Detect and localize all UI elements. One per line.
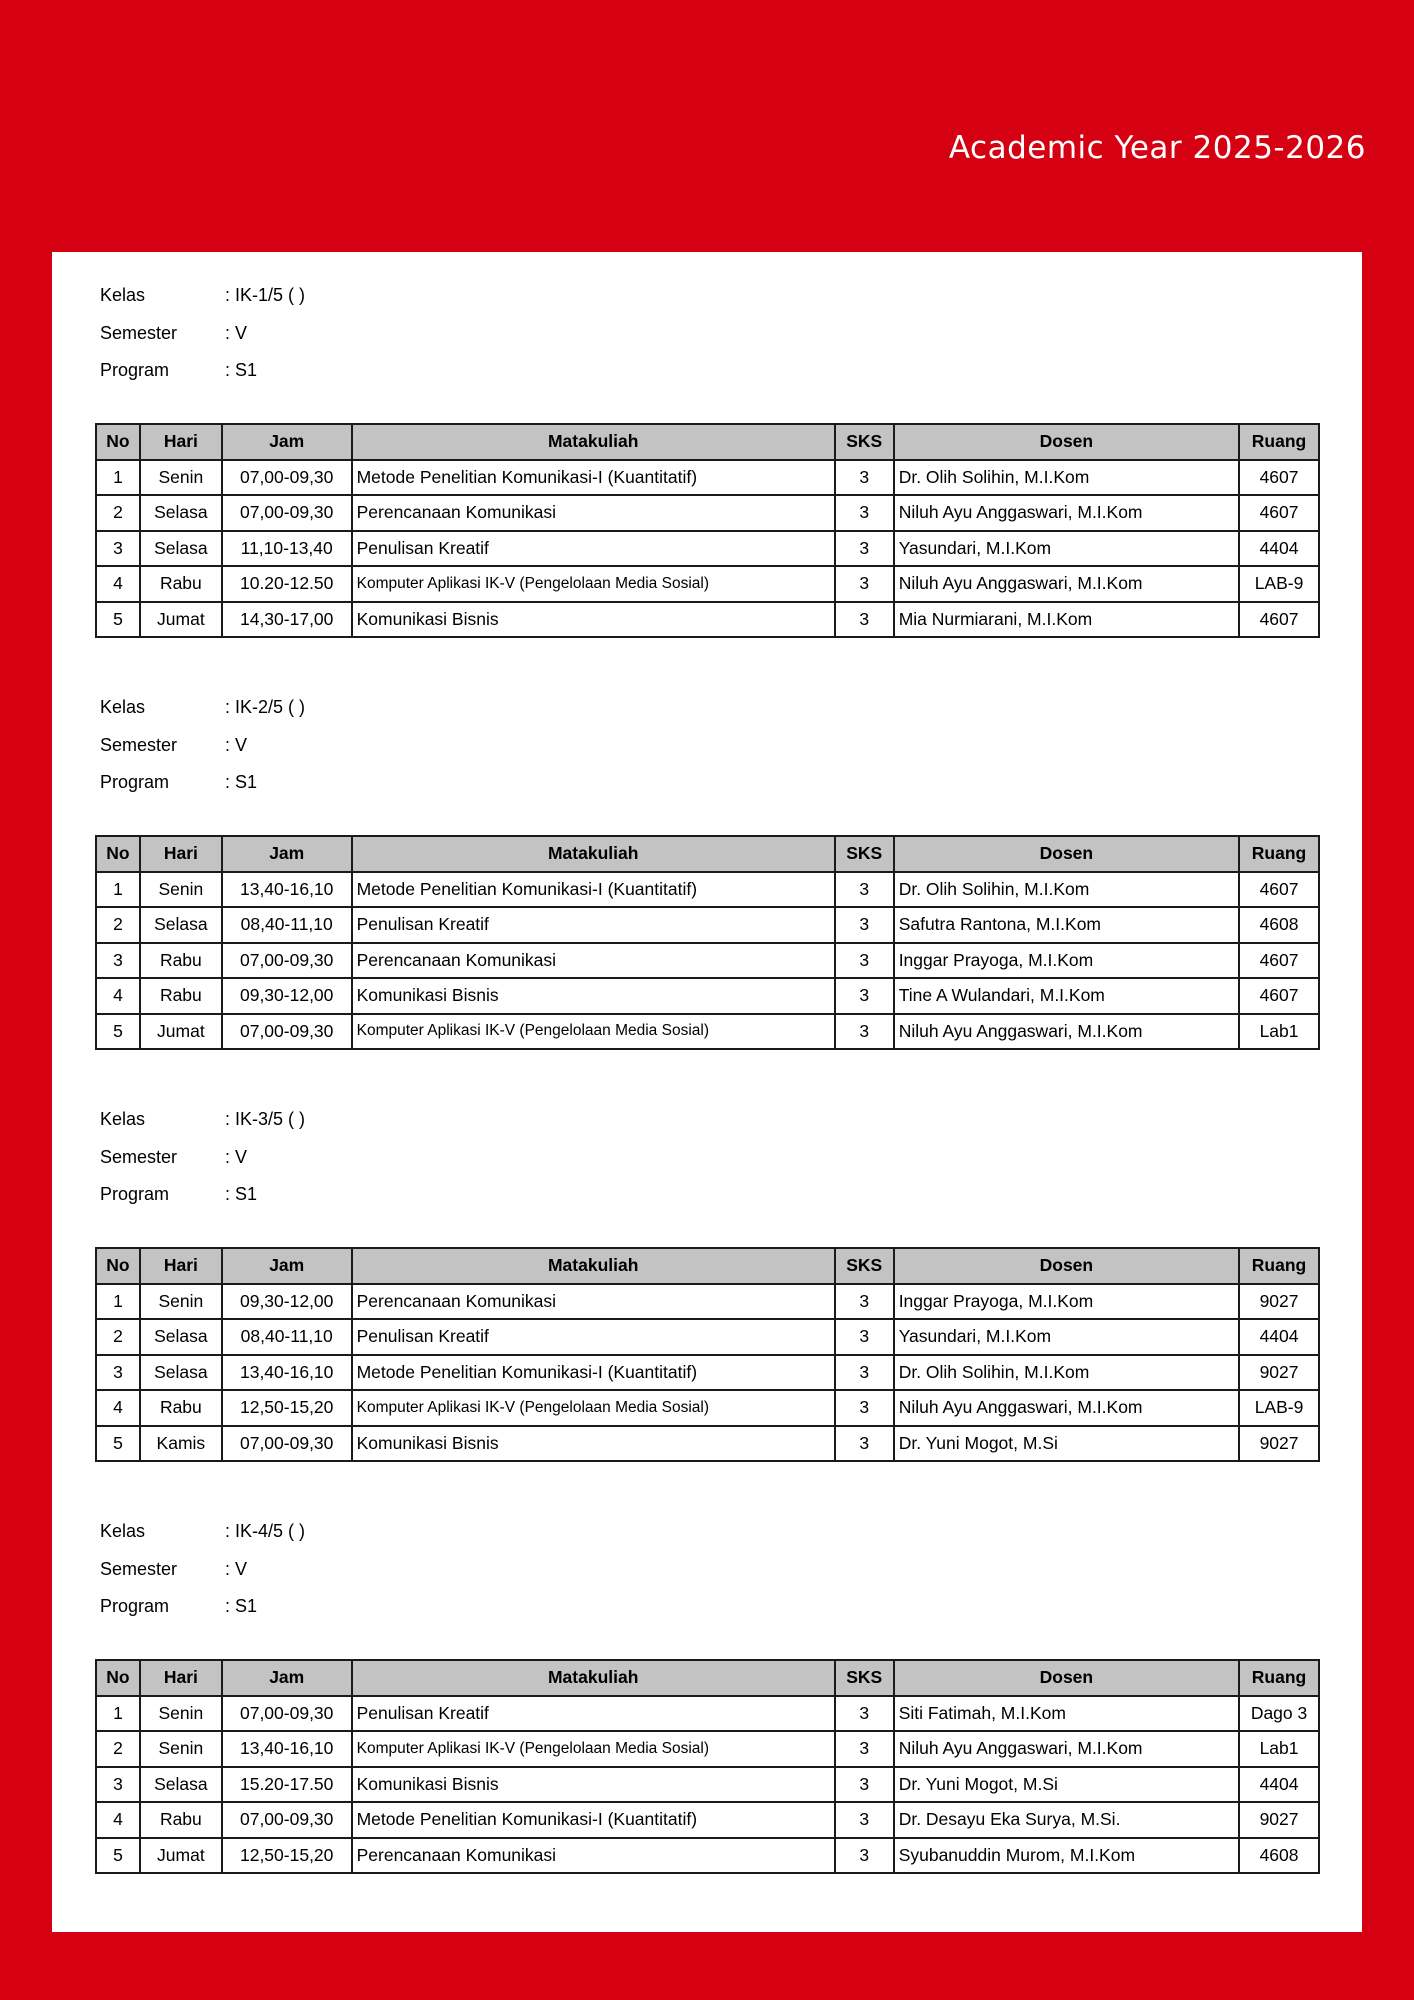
schedule-table: [95, 1659, 1320, 1874]
column-header-hari: Hari: [140, 836, 222, 872]
cell-no: 2: [96, 1319, 140, 1355]
cell-jam: 11,10-13,40: [222, 531, 352, 567]
cell-hari: Senin: [140, 872, 222, 908]
cell-sks: 3: [835, 566, 894, 602]
cell-sks: 3: [835, 531, 894, 567]
table-row: [96, 531, 1319, 567]
cell-dosen: Dr. Olih Solihin, M.I.Kom: [894, 872, 1239, 908]
cell-hari: Senin: [140, 1731, 222, 1767]
cell-ruang: 9027: [1239, 1426, 1319, 1462]
cell-dosen: Yasundari, M.I.Kom: [894, 1319, 1239, 1355]
kelas-label: Kelas: [100, 285, 146, 305]
cell-dosen: Mia Nurmiarani, M.I.Kom: [894, 602, 1239, 638]
cell-sks: 3: [835, 978, 894, 1014]
table-row: [96, 1284, 1319, 1320]
cell-hari: Jumat: [140, 1014, 222, 1050]
program-label: Program: [100, 1596, 170, 1616]
cell-jam: 07,00-09,30: [222, 943, 352, 979]
cell-matakuliah: Metode Penelitian Komunikasi-I (Kuantitatif): [352, 460, 835, 496]
cell-hari: Selasa: [140, 1767, 222, 1803]
cell-no: 5: [96, 1014, 140, 1050]
cell-jam: 10.20-12.50: [222, 566, 352, 602]
cell-no: 5: [96, 1426, 140, 1462]
cell-no: 3: [96, 943, 140, 979]
cell-sks: 3: [835, 1426, 894, 1462]
cell-matakuliah: Penulisan Kreatif: [352, 1319, 835, 1355]
cell-dosen: Niluh Ayu Anggaswari, M.I.Kom: [894, 1390, 1239, 1426]
semester-label: Semester: [100, 1558, 178, 1579]
cell-jam: 09,30-12,00: [222, 1284, 352, 1320]
cell-hari: Jumat: [140, 602, 222, 638]
cell-dosen: Dr. Olih Solihin, M.I.Kom: [894, 1355, 1239, 1391]
kelas-row: [100, 277, 305, 315]
table-header-row: [96, 1660, 1319, 1696]
cell-hari: Rabu: [140, 1802, 222, 1838]
cell-hari: Selasa: [140, 1355, 222, 1391]
column-header-no: No: [96, 1248, 140, 1284]
cell-jam: 13,40-16,10: [222, 1731, 352, 1767]
cell-dosen: Niluh Ayu Anggaswari, M.I.Kom: [894, 1731, 1239, 1767]
schedule-table: [95, 835, 1320, 1050]
kelas-row: [100, 689, 305, 727]
table-header-row: [96, 1248, 1319, 1284]
cell-hari: Senin: [140, 1284, 222, 1320]
cell-hari: Rabu: [140, 978, 222, 1014]
cell-matakuliah: Perencanaan Komunikasi: [352, 943, 835, 979]
class-info: [100, 1513, 305, 1626]
cell-sks: 3: [835, 907, 894, 943]
cell-ruang: Lab1: [1239, 1014, 1319, 1050]
column-header-jam: Jam: [222, 1248, 352, 1284]
cell-hari: Senin: [140, 460, 222, 496]
column-header-ruang: Ruang: [1239, 1660, 1319, 1696]
column-header-dosen: Dosen: [894, 1660, 1239, 1696]
column-header-matakuliah: Matakuliah: [352, 1660, 835, 1696]
kelas-label: Kelas: [100, 697, 146, 717]
kelas-label: Kelas: [100, 1109, 146, 1129]
table-header-row: [96, 424, 1319, 460]
cell-ruang: LAB-9: [1239, 566, 1319, 602]
cell-hari: Selasa: [140, 1319, 222, 1355]
cell-sks: 3: [835, 1731, 894, 1767]
cell-sks: 3: [835, 1390, 894, 1426]
program-row: [100, 1176, 305, 1214]
table-row: [96, 566, 1319, 602]
cell-matakuliah: Penulisan Kreatif: [352, 531, 835, 567]
table-row: [96, 872, 1319, 908]
semester-row: [100, 1551, 305, 1589]
cell-dosen: Safutra Rantona, M.I.Kom: [894, 907, 1239, 943]
cell-jam: 07,00-09,30: [222, 1802, 352, 1838]
cell-jam: 13,40-16,10: [222, 872, 352, 908]
table-row: [96, 943, 1319, 979]
cell-no: 2: [96, 1731, 140, 1767]
cell-no: 1: [96, 460, 140, 496]
cell-matakuliah: Komunikasi Bisnis: [352, 1426, 835, 1462]
cell-sks: 3: [835, 1014, 894, 1050]
program-value: : S1: [225, 360, 258, 380]
semester-label: Semester: [100, 1146, 178, 1167]
column-header-hari: Hari: [140, 1660, 222, 1696]
cell-matakuliah: Penulisan Kreatif: [352, 907, 835, 943]
program-label: Program: [100, 772, 170, 792]
cell-ruang: 4608: [1239, 907, 1319, 943]
cell-ruang: 4607: [1239, 602, 1319, 638]
column-header-hari: Hari: [140, 1248, 222, 1284]
cell-dosen: Dr. Olih Solihin, M.I.Kom: [894, 460, 1239, 496]
cell-jam: 12,50-15,20: [222, 1838, 352, 1874]
program-row: [100, 1588, 305, 1626]
cell-no: 4: [96, 978, 140, 1014]
column-header-dosen: Dosen: [894, 836, 1239, 872]
semester-row: [100, 315, 305, 353]
cell-hari: Rabu: [140, 1390, 222, 1426]
program-value: : S1: [225, 1184, 258, 1204]
cell-matakuliah: Perencanaan Komunikasi: [352, 1284, 835, 1320]
cell-jam: 07,00-09,30: [222, 1696, 352, 1732]
semester-value: : V: [225, 1146, 248, 1167]
column-header-sks: SKS: [835, 424, 894, 460]
table-row: [96, 1319, 1319, 1355]
cell-sks: 3: [835, 1355, 894, 1391]
cell-no: 1: [96, 1284, 140, 1320]
cell-sks: 3: [835, 943, 894, 979]
cell-no: 2: [96, 495, 140, 531]
cell-matakuliah: Metode Penelitian Komunikasi-I (Kuantitatif): [352, 1355, 835, 1391]
column-header-dosen: Dosen: [894, 424, 1239, 460]
cell-hari: Selasa: [140, 907, 222, 943]
column-header-ruang: Ruang: [1239, 1248, 1319, 1284]
cell-sks: 3: [835, 1319, 894, 1355]
cell-jam: 07,00-09,30: [222, 1426, 352, 1462]
table-row: [96, 907, 1319, 943]
semester-value: : V: [225, 734, 248, 755]
cell-matakuliah: Metode Penelitian Komunikasi-I (Kuantitatif): [352, 872, 835, 908]
cell-no: 5: [96, 602, 140, 638]
cell-no: 3: [96, 1355, 140, 1391]
cell-jam: 07,00-09,30: [222, 495, 352, 531]
column-header-matakuliah: Matakuliah: [352, 424, 835, 460]
table-row: [96, 1014, 1319, 1050]
cell-dosen: Dr. Desayu Eka Surya, M.Si.: [894, 1802, 1239, 1838]
cell-dosen: Niluh Ayu Anggaswari, M.I.Kom: [894, 566, 1239, 602]
cell-matakuliah: Perencanaan Komunikasi: [352, 1838, 835, 1874]
program-value: : S1: [225, 772, 258, 792]
cell-hari: Selasa: [140, 495, 222, 531]
cell-ruang: 4607: [1239, 943, 1319, 979]
cell-hari: Jumat: [140, 1838, 222, 1874]
cell-dosen: Dr. Yuni Mogot, M.Si: [894, 1426, 1239, 1462]
cell-jam: 14,30-17,00: [222, 602, 352, 638]
cell-sks: 3: [835, 460, 894, 496]
cell-dosen: Niluh Ayu Anggaswari, M.I.Kom: [894, 1014, 1239, 1050]
schedule-table: [95, 423, 1320, 638]
cell-ruang: 4607: [1239, 872, 1319, 908]
cell-jam: 15.20-17.50: [222, 1767, 352, 1803]
cell-hari: Rabu: [140, 943, 222, 979]
kelas-value: : IK-4/5 ( ): [225, 1521, 306, 1541]
cell-jam: 13,40-16,10: [222, 1355, 352, 1391]
cell-jam: 07,00-09,30: [222, 1014, 352, 1050]
cell-sks: 3: [835, 602, 894, 638]
cell-matakuliah: Komputer Aplikasi IK-V (Pengelolaan Media Sosial): [352, 1014, 835, 1050]
kelas-value: : IK-1/5 ( ): [225, 285, 306, 305]
cell-dosen: Dr. Yuni Mogot, M.Si: [894, 1767, 1239, 1803]
cell-dosen: Syubanuddin Murom, M.I.Kom: [894, 1838, 1239, 1874]
class-info: [100, 1101, 305, 1214]
kelas-value: : IK-2/5 ( ): [225, 697, 306, 717]
semester-value: : V: [225, 322, 248, 343]
table-row: [96, 1731, 1319, 1767]
column-header-ruang: Ruang: [1239, 836, 1319, 872]
column-header-no: No: [96, 424, 140, 460]
cell-ruang: 4607: [1239, 495, 1319, 531]
table-row: [96, 1426, 1319, 1462]
cell-dosen: Niluh Ayu Anggaswari, M.I.Kom: [894, 495, 1239, 531]
semester-label: Semester: [100, 322, 178, 343]
page-title: Academic Year 2025-2026: [948, 130, 1366, 166]
cell-ruang: 9027: [1239, 1802, 1319, 1838]
class-info: [100, 277, 305, 390]
column-header-no: No: [96, 836, 140, 872]
cell-ruang: Dago 3: [1239, 1696, 1319, 1732]
cell-jam: 09,30-12,00: [222, 978, 352, 1014]
cell-ruang: 4608: [1239, 1838, 1319, 1874]
kelas-row: [100, 1513, 305, 1551]
cell-dosen: Tine A Wulandari, M.I.Kom: [894, 978, 1239, 1014]
column-header-jam: Jam: [222, 424, 352, 460]
cell-sks: 3: [835, 1696, 894, 1732]
cell-sks: 3: [835, 1284, 894, 1320]
cell-no: 1: [96, 872, 140, 908]
cell-no: 4: [96, 1390, 140, 1426]
table-row: [96, 460, 1319, 496]
cell-ruang: 4607: [1239, 460, 1319, 496]
cell-hari: Kamis: [140, 1426, 222, 1462]
table-header-row: [96, 836, 1319, 872]
cell-matakuliah: Komputer Aplikasi IK-V (Pengelolaan Media Sosial): [352, 566, 835, 602]
cell-sks: 3: [835, 872, 894, 908]
kelas-value: : IK-3/5 ( ): [225, 1109, 306, 1129]
cell-jam: 08,40-11,10: [222, 907, 352, 943]
program-label: Program: [100, 1184, 170, 1204]
column-header-sks: SKS: [835, 836, 894, 872]
cell-jam: 08,40-11,10: [222, 1319, 352, 1355]
schedule-table: [95, 1247, 1320, 1462]
cell-matakuliah: Komunikasi Bisnis: [352, 602, 835, 638]
cell-matakuliah: Komunikasi Bisnis: [352, 978, 835, 1014]
column-header-matakuliah: Matakuliah: [352, 1248, 835, 1284]
table-row: [96, 1355, 1319, 1391]
cell-ruang: LAB-9: [1239, 1390, 1319, 1426]
cell-ruang: 4404: [1239, 1767, 1319, 1803]
program-row: [100, 352, 305, 390]
cell-no: 4: [96, 566, 140, 602]
program-row: [100, 764, 305, 802]
cell-hari: Rabu: [140, 566, 222, 602]
cell-no: 2: [96, 907, 140, 943]
cell-ruang: 9027: [1239, 1284, 1319, 1320]
cell-matakuliah: Perencanaan Komunikasi: [352, 495, 835, 531]
cell-ruang: 4404: [1239, 1319, 1319, 1355]
column-header-sks: SKS: [835, 1248, 894, 1284]
program-value: : S1: [225, 1596, 258, 1616]
cell-matakuliah: Penulisan Kreatif: [352, 1696, 835, 1732]
table-row: [96, 1390, 1319, 1426]
table-row: [96, 1696, 1319, 1732]
semester-value: : V: [225, 1558, 248, 1579]
cell-matakuliah: Komputer Aplikasi IK-V (Pengelolaan Media Sosial): [352, 1731, 835, 1767]
cell-ruang: Lab1: [1239, 1731, 1319, 1767]
table-row: [96, 495, 1319, 531]
class-info: [100, 689, 305, 802]
cell-sks: 3: [835, 1802, 894, 1838]
cell-jam: 12,50-15,20: [222, 1390, 352, 1426]
program-label: Program: [100, 360, 170, 380]
cell-matakuliah: Komputer Aplikasi IK-V (Pengelolaan Media Sosial): [352, 1390, 835, 1426]
cell-matakuliah: Metode Penelitian Komunikasi-I (Kuantitatif): [352, 1802, 835, 1838]
semester-row: [100, 1139, 305, 1177]
cell-hari: Selasa: [140, 531, 222, 567]
cell-matakuliah: Komunikasi Bisnis: [352, 1767, 835, 1803]
kelas-label: Kelas: [100, 1521, 146, 1541]
cell-dosen: Siti Fatimah, M.I.Kom: [894, 1696, 1239, 1732]
column-header-sks: SKS: [835, 1660, 894, 1696]
cell-sks: 3: [835, 1838, 894, 1874]
cell-no: 1: [96, 1696, 140, 1732]
table-row: [96, 602, 1319, 638]
column-header-ruang: Ruang: [1239, 424, 1319, 460]
table-row: [96, 978, 1319, 1014]
cell-sks: 3: [835, 495, 894, 531]
table-row: [96, 1802, 1319, 1838]
kelas-row: [100, 1101, 305, 1139]
cell-no: 3: [96, 1767, 140, 1803]
cell-hari: Senin: [140, 1696, 222, 1732]
column-header-hari: Hari: [140, 424, 222, 460]
column-header-jam: Jam: [222, 836, 352, 872]
cell-no: 5: [96, 1838, 140, 1874]
cell-no: 3: [96, 531, 140, 567]
cell-jam: 07,00-09,30: [222, 460, 352, 496]
column-header-dosen: Dosen: [894, 1248, 1239, 1284]
table-row: [96, 1767, 1319, 1803]
cell-ruang: 9027: [1239, 1355, 1319, 1391]
column-header-no: No: [96, 1660, 140, 1696]
semester-label: Semester: [100, 734, 178, 755]
cell-dosen: Yasundari, M.I.Kom: [894, 531, 1239, 567]
table-row: [96, 1838, 1319, 1874]
cell-dosen: Inggar Prayoga, M.I.Kom: [894, 1284, 1239, 1320]
schedule-sheet: [52, 252, 1362, 1932]
cell-sks: 3: [835, 1767, 894, 1803]
column-header-matakuliah: Matakuliah: [352, 836, 835, 872]
column-header-jam: Jam: [222, 1660, 352, 1696]
cell-ruang: 4404: [1239, 531, 1319, 567]
cell-ruang: 4607: [1239, 978, 1319, 1014]
cell-no: 4: [96, 1802, 140, 1838]
cell-dosen: Inggar Prayoga, M.I.Kom: [894, 943, 1239, 979]
semester-row: [100, 727, 305, 765]
